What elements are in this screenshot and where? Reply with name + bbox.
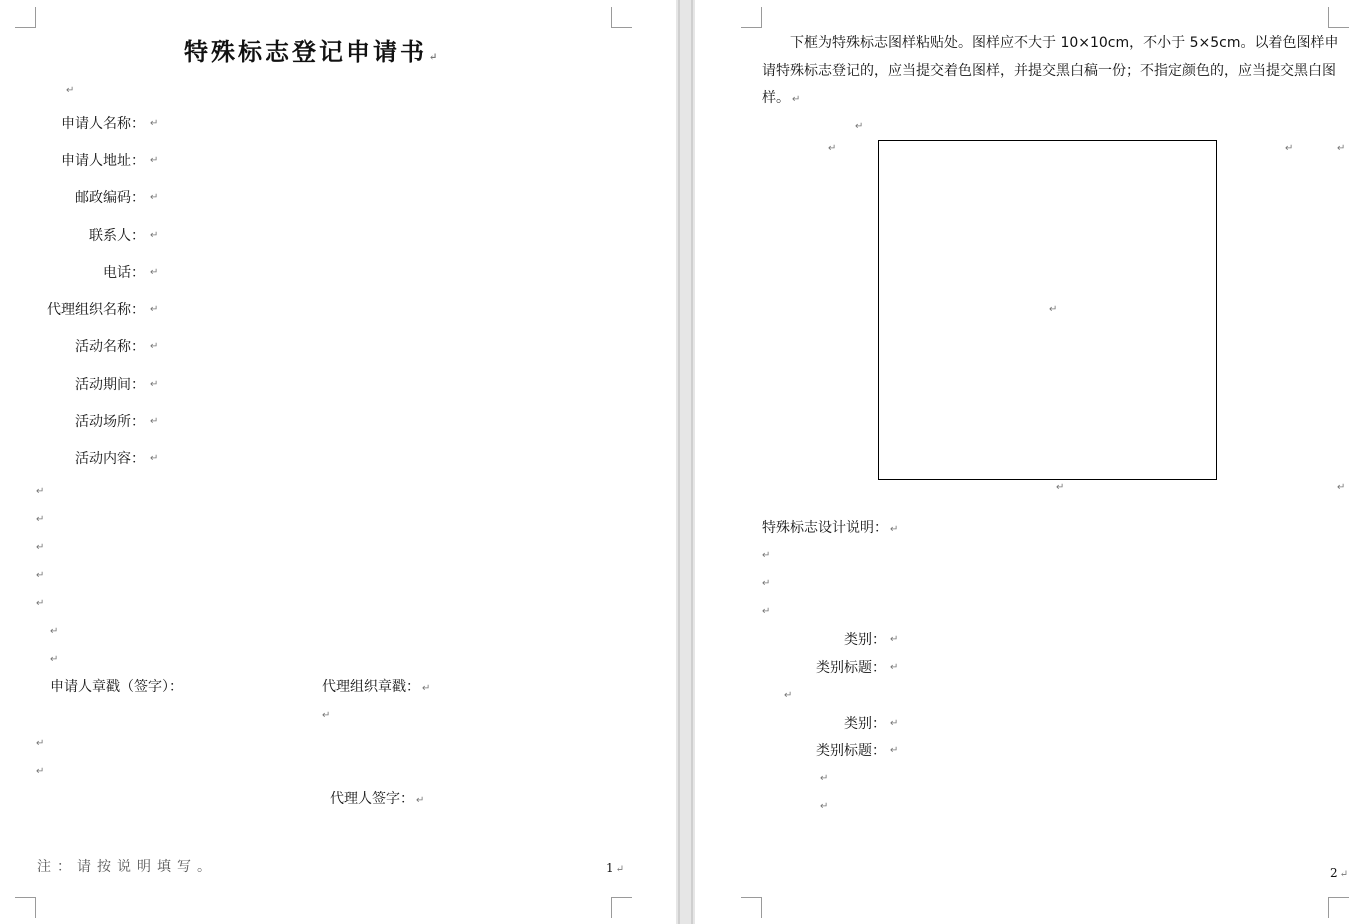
paragraph-mark-icon: [762, 606, 770, 618]
paragraph-mark-icon: [322, 710, 330, 722]
field-activity-content[interactable]: 活动内容：: [75, 451, 145, 467]
crop-mark: [611, 897, 632, 918]
paragraph-mark-icon: [50, 654, 58, 666]
category-label-2[interactable]: 类别：: [844, 716, 886, 732]
document-page-1: [0, 0, 676, 924]
category-label-1[interactable]: 类别：: [844, 632, 886, 648]
crop-mark: [15, 897, 36, 918]
paragraph-mark-icon: [36, 514, 44, 526]
crop-mark: [741, 7, 762, 28]
page-gutter: [676, 0, 695, 924]
page-number: 2↵: [1330, 866, 1348, 881]
paragraph-mark-icon: [150, 341, 158, 353]
agent-signature-label[interactable]: 代理人签字：↵: [330, 790, 424, 808]
paragraph-mark-icon: [36, 542, 44, 554]
paragraph-mark-icon: [150, 304, 158, 316]
paragraph-mark-icon: [784, 690, 792, 702]
paragraph-mark-icon: [1285, 143, 1293, 155]
field-contact-person[interactable]: 联系人：: [89, 228, 145, 244]
paragraph-mark-icon: [416, 795, 424, 806]
paragraph-mark-icon: [762, 578, 770, 590]
paragraph-mark-icon: [36, 738, 44, 750]
paragraph-mark-icon: [616, 864, 624, 875]
crop-mark: [741, 897, 762, 918]
category-title-label-1[interactable]: 类别标题：: [816, 660, 886, 676]
paragraph-mark-icon: [820, 801, 828, 813]
paragraph-mark-icon: [1056, 482, 1064, 494]
paragraph-mark-icon: [1337, 143, 1345, 155]
paragraph-mark-icon: [890, 718, 898, 730]
footer-note: 注：请按说明填写。: [37, 859, 217, 875]
paragraph-mark-icon: [36, 570, 44, 582]
paragraph-mark-icon: [150, 155, 158, 167]
paragraph-mark-icon: [890, 745, 898, 757]
paragraph-mark-icon: [1337, 482, 1345, 494]
crop-mark: [1328, 7, 1349, 28]
paragraph-mark-icon: [429, 52, 440, 63]
instruction-paragraph: 下框为特殊标志图样粘贴处。图样应不大于 10×10cm，不小于 5×5cm。以着色图样申请特殊标志登记的，应当提交着色图样，并提交黑白稿一份；不指定颜色的，应当提交黑白图样。↵: [762, 30, 1340, 113]
paragraph-mark-icon: [150, 230, 158, 242]
design-description-label[interactable]: 特殊标志设计说明：↵: [762, 519, 898, 537]
paragraph-mark-icon: [1340, 869, 1348, 880]
paragraph-mark-icon: [150, 192, 158, 204]
paragraph-mark-icon: [150, 379, 158, 391]
paragraph-mark-icon: [820, 773, 828, 785]
paragraph-mark-icon: [855, 121, 863, 133]
field-applicant-name[interactable]: 申请人名称：: [61, 116, 145, 132]
paragraph-mark-icon: [50, 626, 58, 638]
crop-mark: [611, 7, 632, 28]
logo-paste-area[interactable]: [878, 140, 1217, 480]
paragraph-mark-icon: [150, 453, 158, 465]
crop-mark: [15, 7, 36, 28]
field-activity-period[interactable]: 活动期间：: [75, 377, 145, 393]
paragraph-mark-icon: [36, 598, 44, 610]
field-postal-code[interactable]: 邮政编码：: [75, 190, 145, 206]
field-agency-name[interactable]: 代理组织名称：: [47, 302, 145, 318]
paragraph-mark-icon: [890, 524, 898, 535]
paragraph-mark-icon: [36, 486, 44, 498]
crop-mark: [1328, 897, 1349, 918]
document-title: 特殊标志登记申请书↵: [184, 37, 440, 67]
applicant-seal-label[interactable]: 申请人章戳（签字）：: [50, 679, 183, 695]
paragraph-mark-icon: [890, 634, 898, 646]
paragraph-mark-icon: [422, 683, 430, 694]
field-phone[interactable]: 电话：: [103, 265, 145, 281]
paragraph-mark-icon: [890, 662, 898, 674]
page-number: 1↵: [606, 861, 624, 876]
field-applicant-address[interactable]: 申请人地址：: [61, 153, 145, 169]
paragraph-mark-icon: [36, 766, 44, 778]
paragraph-mark-icon: [150, 416, 158, 428]
paragraph-mark-icon: [150, 267, 158, 279]
paragraph-mark-icon: [66, 85, 74, 97]
paragraph-mark-icon: [828, 143, 836, 155]
paragraph-mark-icon: [762, 550, 770, 562]
field-activity-venue[interactable]: 活动场所：: [75, 414, 145, 430]
paragraph-mark-icon: [1049, 304, 1057, 316]
paragraph-mark-icon: [792, 94, 800, 105]
category-title-label-2[interactable]: 类别标题：: [816, 743, 886, 759]
field-activity-name[interactable]: 活动名称：: [75, 339, 145, 355]
paragraph-mark-icon: [150, 118, 158, 130]
agency-seal-label[interactable]: 代理组织章戳：↵: [322, 678, 430, 696]
